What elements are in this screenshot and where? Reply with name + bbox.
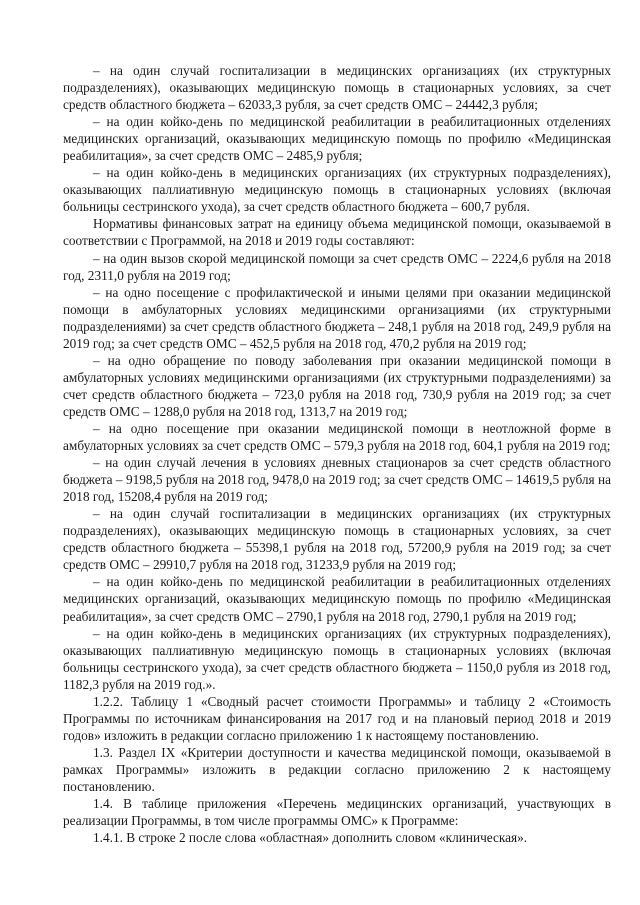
paragraph-hospitalization-2018-2019: – на один случай госпитализации в медицинских организациях (их структурных подразделениях), оказывающих медицинскую помощь в стационарных условиях, за счет средств областного бюджета – 55398,1 рубля на 2018 год, 57200,9 рубля на 2019 год; за счет средств ОМС – 29910,7 рубля на 2018 год, 31233,9 рубля на 2019 год; bbox=[63, 506, 611, 573]
paragraph-preventive-visit: – на одно посещение с профилактической и иными целями при оказании медицинской помощи в амбулаторных условиях медицинскими организациями (их структурными подразделениями) за счет средств областного бюджета – 248,1 рубля на 2018 год, 249,9 рубля на 2019 год; за счет средств ОМС – 452,5 рубля на 2018 год, 470,2 рубля на 2019 год; bbox=[63, 284, 611, 351]
paragraph-urgent-visit: – на одно посещение при оказании медицинской помощи в неотложной форме в амбулаторных условиях за счет средств ОМС – 579,3 рубля на 2018 год, 604,1 рубля на 2019 год; bbox=[63, 420, 611, 454]
paragraph-hospitalization-2017: – на один случай госпитализации в медицинских организациях (их структурных подразделениях), оказывающих медицинскую помощь в стационарных условиях, за счет средств областного бюджета – 62033,3 рубля, за счет средств ОМС – 24442,3 рубля; bbox=[63, 63, 611, 113]
paragraph-norms-intro: Нормативы финансовых затрат на единицу объема медицинской помощи, оказываемой в соответствии с Программой, на 2018 и 2019 годы составляют: bbox=[63, 216, 611, 249]
paragraph-rehab-bedday-2017: – на один койко-день по медицинской реабилитации в реабилитационных отделениях медицинских организаций, оказывающих медицинскую помощь по профилю «Медицинская реабилитация», за счет средств ОМС – 2485,9 рубля; bbox=[63, 114, 611, 164]
paragraph-clause-1-3: 1.3. Раздел IX «Критерии доступности и качества медицинской помощи, оказываемой в рамках Программы» изложить в редакции согласно приложению 2 к настоящему постановлению. bbox=[63, 744, 611, 794]
document-page bbox=[63, 62, 611, 846]
paragraph-palliative-bedday-2018-2019: – на один койко-день в медицинских организациях (их структурных подразделениях), оказывающих паллиативную медицинскую помощь в стационарных условиях (включая больницы сестринского ухода), за счет средств областного бюджета – 1150,0 рубля из 2018 год, 1182,3 рубля на 2019 год.». bbox=[63, 625, 611, 692]
paragraph-clause-1-2-2: 1.2.2. Таблицу 1 «Сводный расчет стоимости Программы» и таблицу 2 «Стоимость Программы по источникам финансирования на 2017 год и на плановый период 2018 и 2019 годов» изложить в редакции согласно приложению 1 к настоящему постановлению. bbox=[63, 693, 611, 743]
paragraph-ambulance-call: – на один вызов скорой медицинской помощи за счет средств ОМС – 2224,6 рубля на 2018 год, 2311,0 рубля на 2019 год; bbox=[63, 250, 611, 283]
paragraph-clause-1-4: 1.4. В таблице приложения «Перечень медицинских организаций, участвующих в реализации Программы, в том числе программы ОМС» к Программе: bbox=[63, 796, 611, 829]
paragraph-day-hospital: – на один случай лечения в условиях дневных стационаров за счет средств областного бюджета – 9198,5 рубля на 2018 год, 9478,0 на 2019 год; за счет средств ОМС – 14619,5 рубля на 2018 год, 15208,4 рубля на 2019 год; bbox=[63, 455, 611, 505]
paragraph-rehab-bedday-2018-2019: – на один койко-день по медицинской реабилитации в реабилитационных отделениях медицинских организаций, оказывающих медицинскую помощь по профилю «Медицинская реабилитация», за счет средств ОМС – 2790,1 рубля на 2018 год, 2790,1 рубля на 2019 год; bbox=[63, 574, 611, 624]
paragraph-disease-appeal: – на одно обращение по поводу заболевания при оказании медицинской помощи в амбулаторных условиях медицинскими организациями (их структурными подразделениями) за счет средств областного бюджета – 723,0 рубля на 2018 год, 730,9 рубля на 2019 год; за счет средств ОМС – 1288,0 рубля на 2018 год, 1313,7 на 2019 год; bbox=[63, 352, 611, 419]
paragraph-clause-1-4-1: 1.4.1. В строке 2 после слова «областная» дополнить словом «клиническая». bbox=[93, 830, 528, 846]
paragraph-palliative-bedday-2017: – на один койко-день в медицинских организациях (их структурных подразделениях), оказывающих паллиативную медицинскую помощь в стационарных условиях (включая больницы сестринского ухода), за счет средств областного бюджета – 600,7 рубля. bbox=[63, 165, 611, 215]
